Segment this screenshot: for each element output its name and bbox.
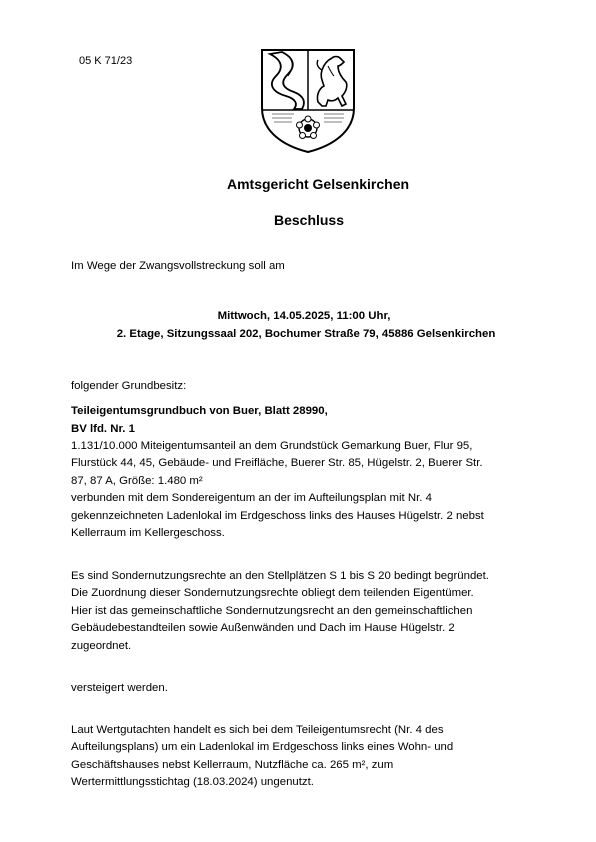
bv-line: BV lfd. Nr. 1 xyxy=(71,423,135,435)
property-description xyxy=(71,438,541,542)
appointment-location: 2. Etage, Sitzungssaal 202, Bochumer Straße 79, 45886 Gelsenkirchen xyxy=(116,328,496,340)
rights-line: zugeordnet. xyxy=(71,639,132,652)
appointment-date: Mittwoch, 14.05.2025, 11:00 Uhr, xyxy=(217,310,391,322)
description-line: Flurstück 44, 45, Gebäude- und Freifläche, Buerer Str. 85, Hügelstr. 2, Buerer Str. xyxy=(71,457,483,470)
appraisal xyxy=(71,722,541,792)
intro-text: Im Wege der Zwangsvollstreckung soll am xyxy=(71,260,285,272)
description-line: 87, 87 A, Größe: 1.480 m² xyxy=(71,474,203,487)
closing-text: versteigert werden. xyxy=(71,682,168,694)
description-line: 1.131/10.000 Miteigentumsanteil an dem Grundstück Gemarkung Buer, Flur 95, xyxy=(71,440,473,452)
rights-line: Hier ist das gemeinschaftliche Sondernutzungsrecht an den gemeinschaftlichen xyxy=(71,604,473,617)
case-number: 05 K 71/23 xyxy=(79,55,133,67)
document-title: Beschluss xyxy=(273,212,345,228)
description-line: verbunden mit dem Sondereigentum an der im Aufteilungsplan mit Nr. 4 xyxy=(71,492,432,505)
special-rights xyxy=(71,568,541,655)
appraisal-line: Laut Wertgutachten handelt es sich bei dem Teileigentumsrecht (Nr. 4 des xyxy=(71,724,444,736)
register-line: Teileigentumsgrundbuch von Buer, Blatt 28990, xyxy=(71,405,328,417)
rights-line: Die Zuordnung dieser Sondernutzungsrechte obliegt dem teilenden Eigentümer. xyxy=(71,587,474,600)
nrw-coat-of-arms-icon xyxy=(258,46,358,154)
appraisal-line: Aufteilungsplans) um ein Ladenlokal im Erdgeschoss links eines Wohn- und xyxy=(71,741,454,754)
rights-line: Es sind Sondernutzungsrechte an den Stellplätzen S 1 bis S 20 bedingt begründet. xyxy=(71,570,489,582)
appraisal-line: Wertermittlungsstichtag (18.03.2024) ungenutzt. xyxy=(71,776,314,789)
description-line: gekennzeichneten Ladenlokal im Erdgeschoss links des Hauses Hügelstr. 2 nebst xyxy=(71,509,484,522)
rights-line: Gebäudebestandteilen sowie Außenwänden und Dach im Hause Hügelstr. 2 xyxy=(71,622,455,635)
description-line: Kellerraum im Kellergeschoss. xyxy=(71,527,225,540)
appraisal-line: Geschäftshauses nebst Kellerraum, Nutzfläche ca. 265 m², zum xyxy=(71,758,394,771)
court-name: Amtsgericht Gelsenkirchen xyxy=(226,176,410,192)
property-label: folgender Grundbesitz: xyxy=(71,380,187,392)
